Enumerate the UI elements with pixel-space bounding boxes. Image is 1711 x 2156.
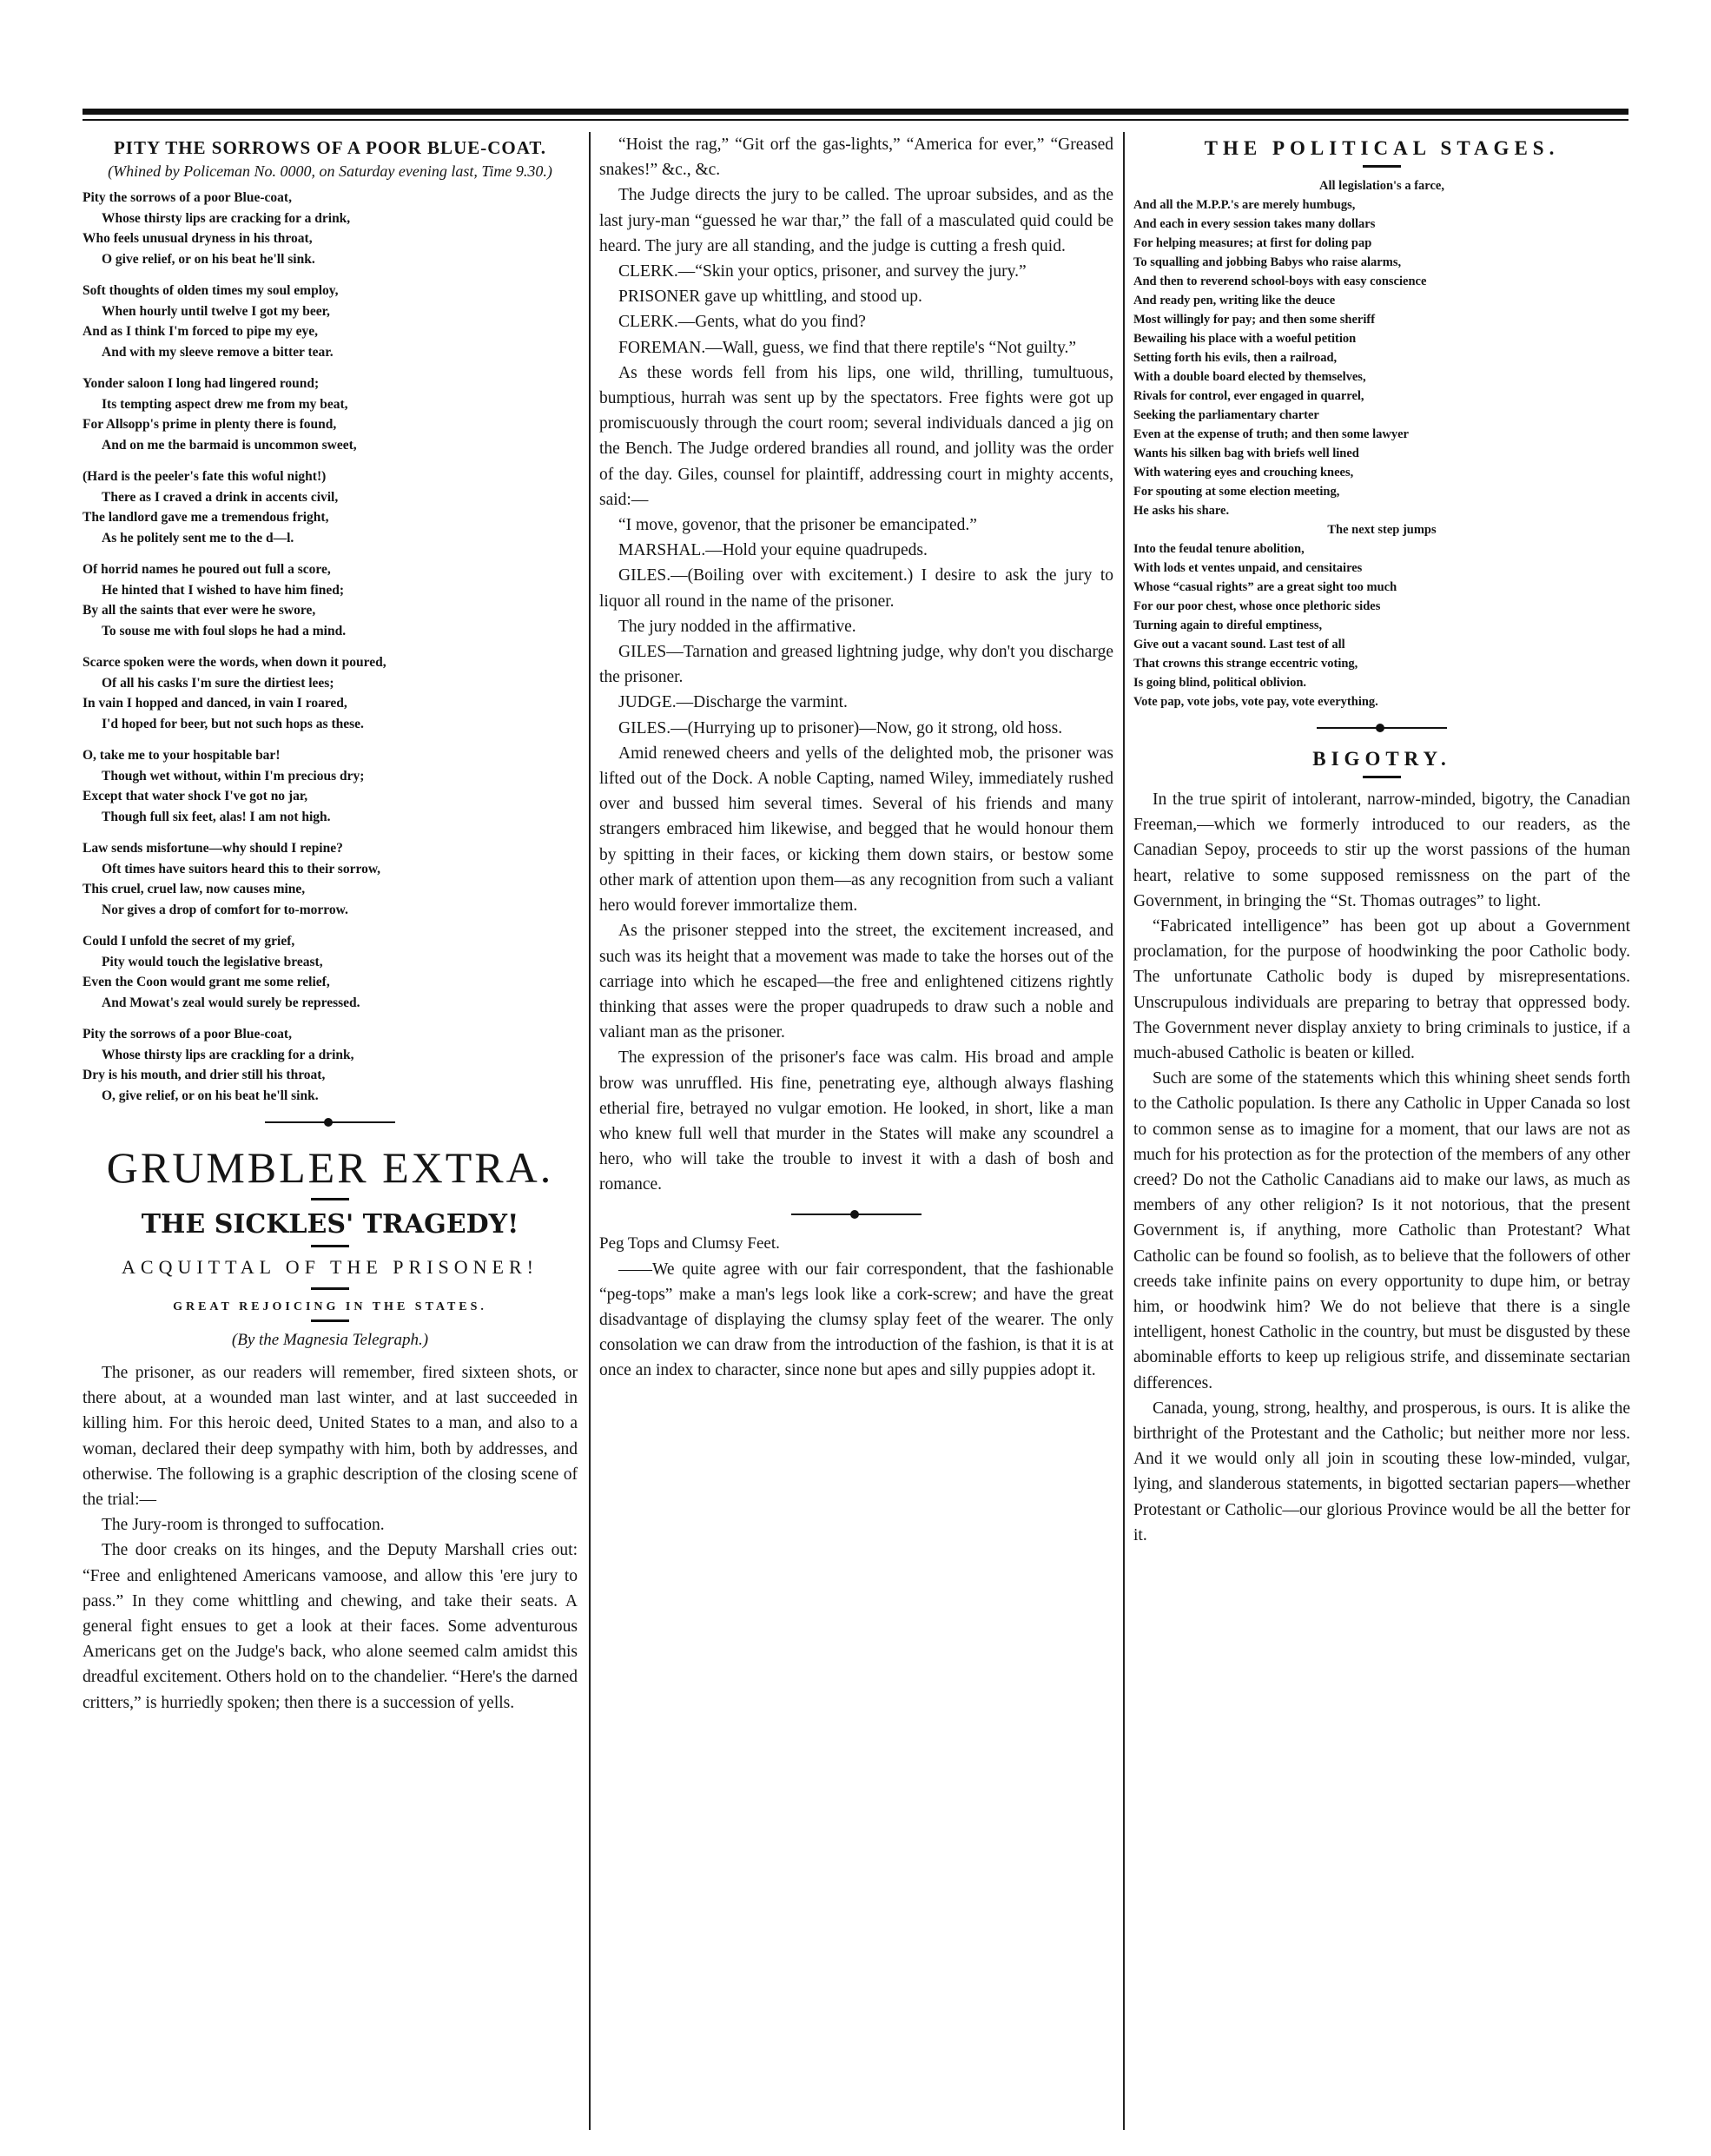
article-paragraph: CLERK.—Gents, what do you find? [618,313,866,332]
poem-line: I'd hoped for beer, but not such hops as these. [102,716,364,731]
poem-blue-coat [83,188,578,1106]
poem-title: PITY THE SORROWS OF A POOR BLUE-COAT. [113,137,547,158]
poem-stanza [83,281,578,362]
article-paragraph: JUDGE.—Discharge the varmint. [618,693,848,712]
article-paragraph: The Judge directs the jury to be called. The uproar subsides, and as the last jury-man “guessed he war thar,” the fall of a masculated quid could be heard. The jury are all standing, and the judge is cutting a fresh quid. [599,186,1113,255]
poem-line: Is going blind, political oblivion. [1133,676,1307,690]
column-middle [599,132,1113,2130]
poem-line: And ready pen, writing like the deuce [1133,294,1336,308]
article-paragraph: “Fabricated intelligence” has been got up about a Government proclamation, for the purpose of hoodwinking the poor Catholic body. The unfortunate Catholic body is duped by misrepresentations. Unscrupulous individuals are preparing to betray that oppressed body. The Government never display anxiety to bring criminals to justice, if a much-abused Catholic is beaten or killed. [1133,917,1630,1063]
poem-line: Dry is his mouth, and drier still his throat, [83,1068,326,1082]
poem-stanza [83,652,578,734]
article-paragraph: CLERK.—“Skin your optics, prisoner, and survey the jury.” [618,262,1027,281]
poem-line: Setting forth his evils, then a railroad, [1133,351,1338,365]
poem-line: And with my sleeve remove a bitter tear. [102,344,334,360]
poem-stanza [1133,176,1630,711]
poem-line: Of horrid names he poured out full a score, [83,562,331,577]
poem-line: For our poor chest, whose once plethoric sides [1133,599,1381,613]
poem-line: Whose thirsty lips are crackling for a drink, [102,1047,354,1062]
poem-line: And then to reverend school-boys with easy conscience [1133,274,1427,288]
poem-stanza [83,838,578,920]
poem-line: The next step jumps [1327,523,1437,537]
poem-line: With lods et ventes unpaid, and censitaires [1133,561,1363,575]
poem-line: Pity would touch the legislative breast, [102,954,323,969]
poem-line: Except that water shock I've got no jar, [83,789,308,804]
poem-line: Turning again to direful emptiness, [1133,618,1323,632]
rejoicing-headline: GREAT REJOICING IN THE STATES. [173,1300,487,1313]
short-rule [311,1287,349,1290]
poem-line: Of all his casks I'm sure the dirtiest lees; [102,675,334,691]
poem-stanza [83,374,578,455]
poem-line: When hourly until twelve I got my beer, [102,303,330,319]
bigotry-article [1133,787,1630,1548]
poem-stanza [83,188,578,269]
sickles-article-continued [599,132,1113,1198]
column-divider [1123,132,1125,2130]
poem-line: Who feels unusual dryness in his throat, [83,231,313,246]
poem-line: With a double board elected by themselves, [1133,370,1366,384]
poem-line: Into the feudal tenure abolition, [1133,542,1305,556]
poem-line: Nor gives a drop of comfort for to-morrow. [102,902,348,917]
article-paragraph: As these words fell from his lips, one wild, thrilling, tumultuous, bumptious, hurrah was sent up by the spectators. Free fights were got up promiscuously through the court room; several individuals danced a jig on the Bench. The Judge ordered brandies all round, and jollity was the order of the day. Giles, counsel for plaintiff, addressing court in mighty accents, said:— [599,363,1113,509]
poem-line: Could I unfold the secret of my grief, [83,934,295,949]
article-paragraph: The prisoner, as our readers will remember, fired sixteen shots, or there about, at a wounded man last winter, and at last succeeded in killing him. For this heroic deed, United States to a man, and also to a woman, declared their deep sympathy with him, both by addresses, and otherwise. The following is a graphic description of the closing scene of the trial:— [83,1364,578,1510]
poem-line: As he politely sent me to the d—l. [102,530,294,546]
poem-line: Though wet without, within I'm precious dry; [102,768,365,784]
poem-line: Scarce spoken were the words, when down it poured, [83,655,386,670]
poem-line: Most willingly for pay; and then some sheriff [1133,313,1376,327]
poem-line: Bewailing his place with a woeful petition [1133,332,1357,346]
bigotry-title: BIGOTRY. [1312,748,1451,770]
poem-line: Seeking the parliamentary charter [1133,408,1319,422]
poem-line: (Hard is the peeler's fate this woful night!) [83,469,327,484]
poem-line: Pity the sorrows of a poor Blue-coat, [83,190,292,205]
poem-stanza [83,466,578,548]
poem-stanza [83,745,578,827]
byline: (By the Magnesia Telegraph.) [231,1331,429,1349]
peg-tops-title: Peg Tops and Clumsy Feet. [599,1233,780,1253]
poem-line: And all the M.P.P.'s are merely humbugs, [1133,198,1356,212]
poem-line: Rivals for control, ever engaged in quarrel, [1133,389,1364,403]
poem-line: Law sends misfortune—why should I repine? [83,841,343,856]
political-stages-poem [1133,176,1630,711]
article-paragraph: “Hoist the rag,” “Git orf the gas-lights,” “America for ever,” “Greased snakes!” &c., &c. [599,136,1113,180]
poem-line: Even the Coon would grant me some relief, [83,975,330,989]
poem-line: Oft times have suitors heard this to their sorrow, [102,861,381,876]
article-paragraph: The expression of the prisoner's face was calm. His broad and ample brow was unruffled. His fine, penetrating eye, although always flashing etherial fire, betrayed no vulgar emotion. He looked, in short, like a man who knew full well that murder in the States will make any scoundrel a hero, who will take the trouble to invest it with a dash of bosh and romance. [599,1048,1113,1194]
article-paragraph: In the true spirit of intolerant, narrow-minded, bigotry, the Canadian Freeman,—which we formerly introduced to our readers, as the Canadian Sepoy, proceeds to stir up the worst passions of the human heart, relative to some supposed remissness on the part of the Government, in bringing the “St. Thomas outrages” to light. [1133,790,1630,910]
poem-subtitle: (Whined by Policeman No. 0000, on Saturday evening last, Time 9.30.) [108,162,552,180]
article-paragraph: Canada, young, strong, healthy, and prosperous, is ours. It is alike the birthright of the Protestant and the Catholic; but neither more nor less. And it we would only all join in scouting these low-minded, vulgar, lying, and slanderous statements, in bigotted sectarian papers—whether Protestant or Catholic—our glorious Province would be all the better for it. [1133,1399,1630,1544]
column-left [83,132,578,2130]
poem-line: This cruel, cruel law, now causes mine, [83,882,306,896]
short-rule [1363,165,1401,168]
poem-line: Give out a vacant sound. Last test of all [1133,638,1345,651]
article-paragraph: The door creaks on its hinges, and the Deputy Marshall cries out: “Free and enlightened Americans vamoose, and allow this 'ere jury to pass.” In they come whittling and chewing, and take their seats. A general fight ensues to get a look at their faces. Some adventurous Americans get on the Judge's back, who alone seemed calm amidst this dreadful excitement. Others hold on to the chandelier. “Here's the darned critters,” is hurriedly spoken; then there is a succession of yells. [83,1541,578,1712]
poem-line: Even at the expense of truth; and then some lawyer [1133,427,1409,441]
article-paragraph: GILES.—(Boiling over with excitement.) I desire to ask the jury to liquor all round in the name of the prisoner. [599,566,1113,611]
poem-line: He hinted that I wished to have him fined; [102,582,345,598]
short-rule [1363,776,1401,778]
poem-line: Wants his silken bag with briefs well lined [1133,446,1359,460]
poem-line: By all the saints that ever were he swore, [83,603,316,618]
article-paragraph: Amid renewed cheers and yells of the delighted mob, the prisoner was lifted out of the Dock. A noble Capting, named Wiley, immediately rushed over and bussed him several times. Several of his friends and many strangers embraced him likewise, and begged that he would honour them by spitting in their faces, or kicking them down stairs, or bestow some other mark of attention upon them—as any recognition from such a valiant hero would forever immortalize them. [599,744,1113,916]
poem-line: To squalling and jobbing Babys who raise alarms, [1133,255,1402,269]
extra-title: GRUMBLER EXTRA. [106,1143,554,1192]
poem-line: O give relief, or on his beat he'll sink. [102,251,315,267]
poem-line: With watering eyes and crouching knees, [1133,466,1354,479]
article-paragraph: As the prisoner stepped into the street, the excitement increased, and such was its height that a movement was made to take the horses out of the carriage into which he escaped—the free and enlightened citizens rightly thinking that asses were the proper quadrupeds to draw such a noble and valiant man as the prisoner. [599,922,1113,1042]
article-paragraph: The Jury-room is thronged to suffocation. [102,1516,385,1535]
section-ornament [265,1121,395,1123]
poem-line: Soft thoughts of olden times my soul employ, [83,283,339,298]
poem-stanza [83,559,578,641]
sickles-article [83,1360,578,1716]
poem-line: For Allsopp's prime in plenty there is found, [83,417,337,432]
article-paragraph: “I move, govenor, that the prisoner be emancipated.” [618,516,977,535]
poem-line: Vote pap, vote jobs, vote pay, vote everything. [1133,695,1378,709]
poem-line: And as I think I'm forced to pipe my eye, [83,324,318,339]
article-paragraph: Such are some of the statements which this whining sheet sends forth to the Catholic population. Is there any Catholic in Upper Canada so lost to common sense as to imagine for a moment, that our laws are not as much for his protection as for the protection of the members of any other creed? Do not the Catholic Canadians aid to make our laws, as much as members of any other religion? Is it not notorious, that the present Government is, if anything, more Catholic than Protestant? What Catholic can be found so foolish, as to believe that the followers of other creeds take infinite pains on every opportunity to dupe him, or betray him, or hoodwink him? We do not believe that there is a single intelligent, honest Catholic in the country, but must be disgusted by these abominable efforts to keep up religious strife, and disseminate sectarian differences. [1133,1069,1630,1392]
poem-line: O, take me to your hospitable bar! [83,748,281,763]
article-paragraph: MARSHAL.—Hold your equine quadrupeds. [618,541,928,560]
poem-line: That crowns this strange eccentric voting, [1133,657,1358,671]
poem-stanza [83,1024,578,1106]
column-right [1133,132,1630,2130]
poem-line: All legislation's a farce, [1319,179,1444,193]
poem-line: Pity the sorrows of a poor Blue-coat, [83,1027,292,1042]
masthead-rule-thin [83,119,1628,121]
section-ornament [1317,727,1447,729]
acquittal-headline: ACQUITTAL OF THE PRISONER! [122,1256,538,1278]
poem-line: Yonder saloon I long had lingered round; [83,376,320,391]
article-paragraph: The jury nodded in the affirmative. [618,617,856,636]
political-stages-title: THE POLITICAL STAGES. [1204,137,1560,159]
peg-tops-paragraph: ——We quite agree with our fair correspondent, that the fashionable “peg-tops” make a man's legs look like a cork-screw; and have the great disadvantage of displaying the clumsy splay feet of the wearer. The only consolation we can draw from the introduction of the fashion, is that it is at once an index to character, since none but apes and silly puppies adopt it. [599,1260,1113,1380]
short-rule [311,1319,349,1322]
article-paragraph: PRISONER gave up whittling, and stood up. [618,288,922,307]
poem-line: Whose thirsty lips are cracking for a drink, [102,210,351,226]
poem-line: And on me the barmaid is uncommon sweet, [102,437,357,453]
poem-line: And each in every session takes many dollars [1133,217,1376,231]
sickles-headline: THE SICKLES' TRAGEDY! [141,1209,519,1240]
poem-line: Whose “casual rights” are a great sight too much [1133,580,1397,594]
short-rule [311,1245,349,1247]
article-paragraph: GILES.—(Hurrying up to prisoner)—Now, go it strong, old hoss. [618,718,1063,737]
poem-stanza [83,931,578,1013]
poem-line: O, give relief, or on his beat he'll sink. [102,1088,319,1103]
poem-line: For helping measures; at first for doling pap [1133,236,1372,250]
short-rule [311,1198,349,1200]
poem-line: For spouting at some election meeting, [1133,485,1340,499]
poem-line: He asks his share. [1133,504,1230,518]
section-ornament [791,1214,922,1215]
poem-line: The landlord gave me a tremendous fright, [83,510,329,525]
masthead-rule-thick [83,109,1628,115]
poem-line: Its tempting aspect drew me from my beat, [102,396,348,412]
column-divider [589,132,591,2130]
poem-line: There as I craved a drink in accents civil, [102,489,339,505]
poem-line: To souse me with foul slops he had a mind. [102,623,347,638]
poem-line: Though full six feet, alas! I am not high. [102,809,331,824]
poem-line: In vain I hopped and danced, in vain I roared, [83,696,347,711]
article-paragraph: FOREMAN.—Wall, guess, we find that there reptile's “Not guilty.” [618,338,1077,357]
article-paragraph: GILES—Tarnation and greased lightning judge, why don't you discharge the prisoner. [599,643,1113,687]
poem-line: And Mowat's zeal would surely be repressed. [102,995,360,1010]
